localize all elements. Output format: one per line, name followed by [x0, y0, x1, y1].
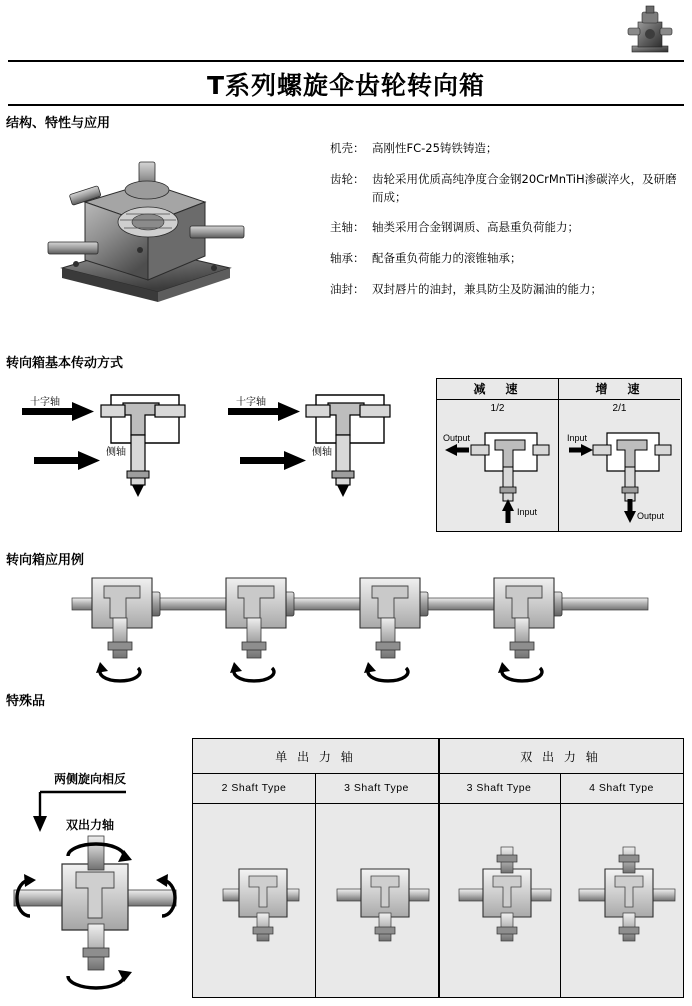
- title-divider-bottom: [8, 104, 684, 106]
- spec-text: 高刚性FC-25铸铁铸造；: [372, 141, 498, 155]
- page-title: T系列螺旋伞齿轮转向箱: [206, 71, 486, 100]
- spec-label: 齿轮：: [330, 171, 365, 186]
- spec-label: 油封：: [330, 282, 365, 297]
- spec-row: [330, 281, 682, 299]
- type-label-4-shaft: 4 Shaft Type: [589, 782, 654, 794]
- special-products-table: [192, 738, 684, 998]
- special-left-illustration: [6, 760, 186, 1000]
- spec-row: [330, 140, 682, 158]
- label-output-bottom: Output: [637, 511, 665, 521]
- speed-column-title: 减 速: [437, 379, 558, 400]
- speed-column-title: 增 速: [559, 379, 680, 400]
- spec-row: [330, 250, 682, 268]
- label-dual-output-shaft: 双出力轴: [66, 818, 115, 832]
- group-title-dual-output: 双 出 力 轴: [520, 749, 601, 764]
- spec-list: [330, 140, 682, 312]
- label-opposite-rotation: 两侧旋向相反: [54, 772, 127, 786]
- application-diagram: [60, 570, 660, 685]
- section-heading-structure: 结构、特性与应用: [6, 116, 111, 131]
- type-label-3-shaft-dual: 3 Shaft Type: [466, 782, 532, 794]
- gearbox-logo-icon: [626, 4, 674, 56]
- label-side-shaft-2: 侧轴: [312, 447, 332, 458]
- group-title-single-output: 单 出 力 轴: [275, 749, 356, 764]
- label-cross-shaft-2: 十字轴: [236, 397, 266, 408]
- section-heading-applications: 转向箱应用例: [6, 553, 85, 568]
- speed-ratio: 1/2: [490, 403, 505, 414]
- spec-row: [330, 171, 682, 207]
- label-input-bottom: Input: [517, 507, 538, 517]
- title-divider-top: [8, 60, 684, 62]
- section-heading-drive-modes: 转向箱基本传动方式: [6, 356, 124, 371]
- spec-label: 主轴：: [330, 220, 365, 235]
- gearbox-photo: [40, 150, 250, 305]
- spec-text: 双封唇片的油封，兼具防尘及防漏油的能力；: [372, 282, 602, 297]
- speed-column-reduction: [437, 379, 559, 531]
- spec-text: 配备重负荷能力的滚锥轴承；: [372, 251, 522, 266]
- spec-text: 轴类采用合金钢调质、高悬重负荷能力；: [372, 220, 579, 235]
- type-label-2-shaft: 2 Shaft Type: [221, 782, 287, 794]
- speed-column-increase: [559, 379, 680, 531]
- speed-comparison-table: [436, 378, 682, 532]
- label-output-left: Output: [443, 433, 471, 443]
- special-products-illustrations: [193, 803, 683, 996]
- label-input-left: Input: [567, 433, 588, 443]
- spec-row: [330, 219, 682, 237]
- drive-mode-diagram: [6, 375, 426, 535]
- section-heading-special: 特殊品: [6, 694, 46, 709]
- type-label-3-shaft-single: 3 Shaft Type: [344, 782, 409, 794]
- speed-ratio: 2/1: [612, 403, 627, 414]
- label-side-shaft-1: 侧轴: [106, 447, 126, 458]
- spec-label: 轴承：: [330, 251, 365, 266]
- label-cross-shaft-1: 十字轴: [30, 397, 60, 408]
- spec-label: 机壳：: [330, 141, 365, 155]
- spec-text: 齿轮采用优质高纯净度合金钢20CrMnTiH渗碳淬火，及研磨而成；: [372, 171, 677, 204]
